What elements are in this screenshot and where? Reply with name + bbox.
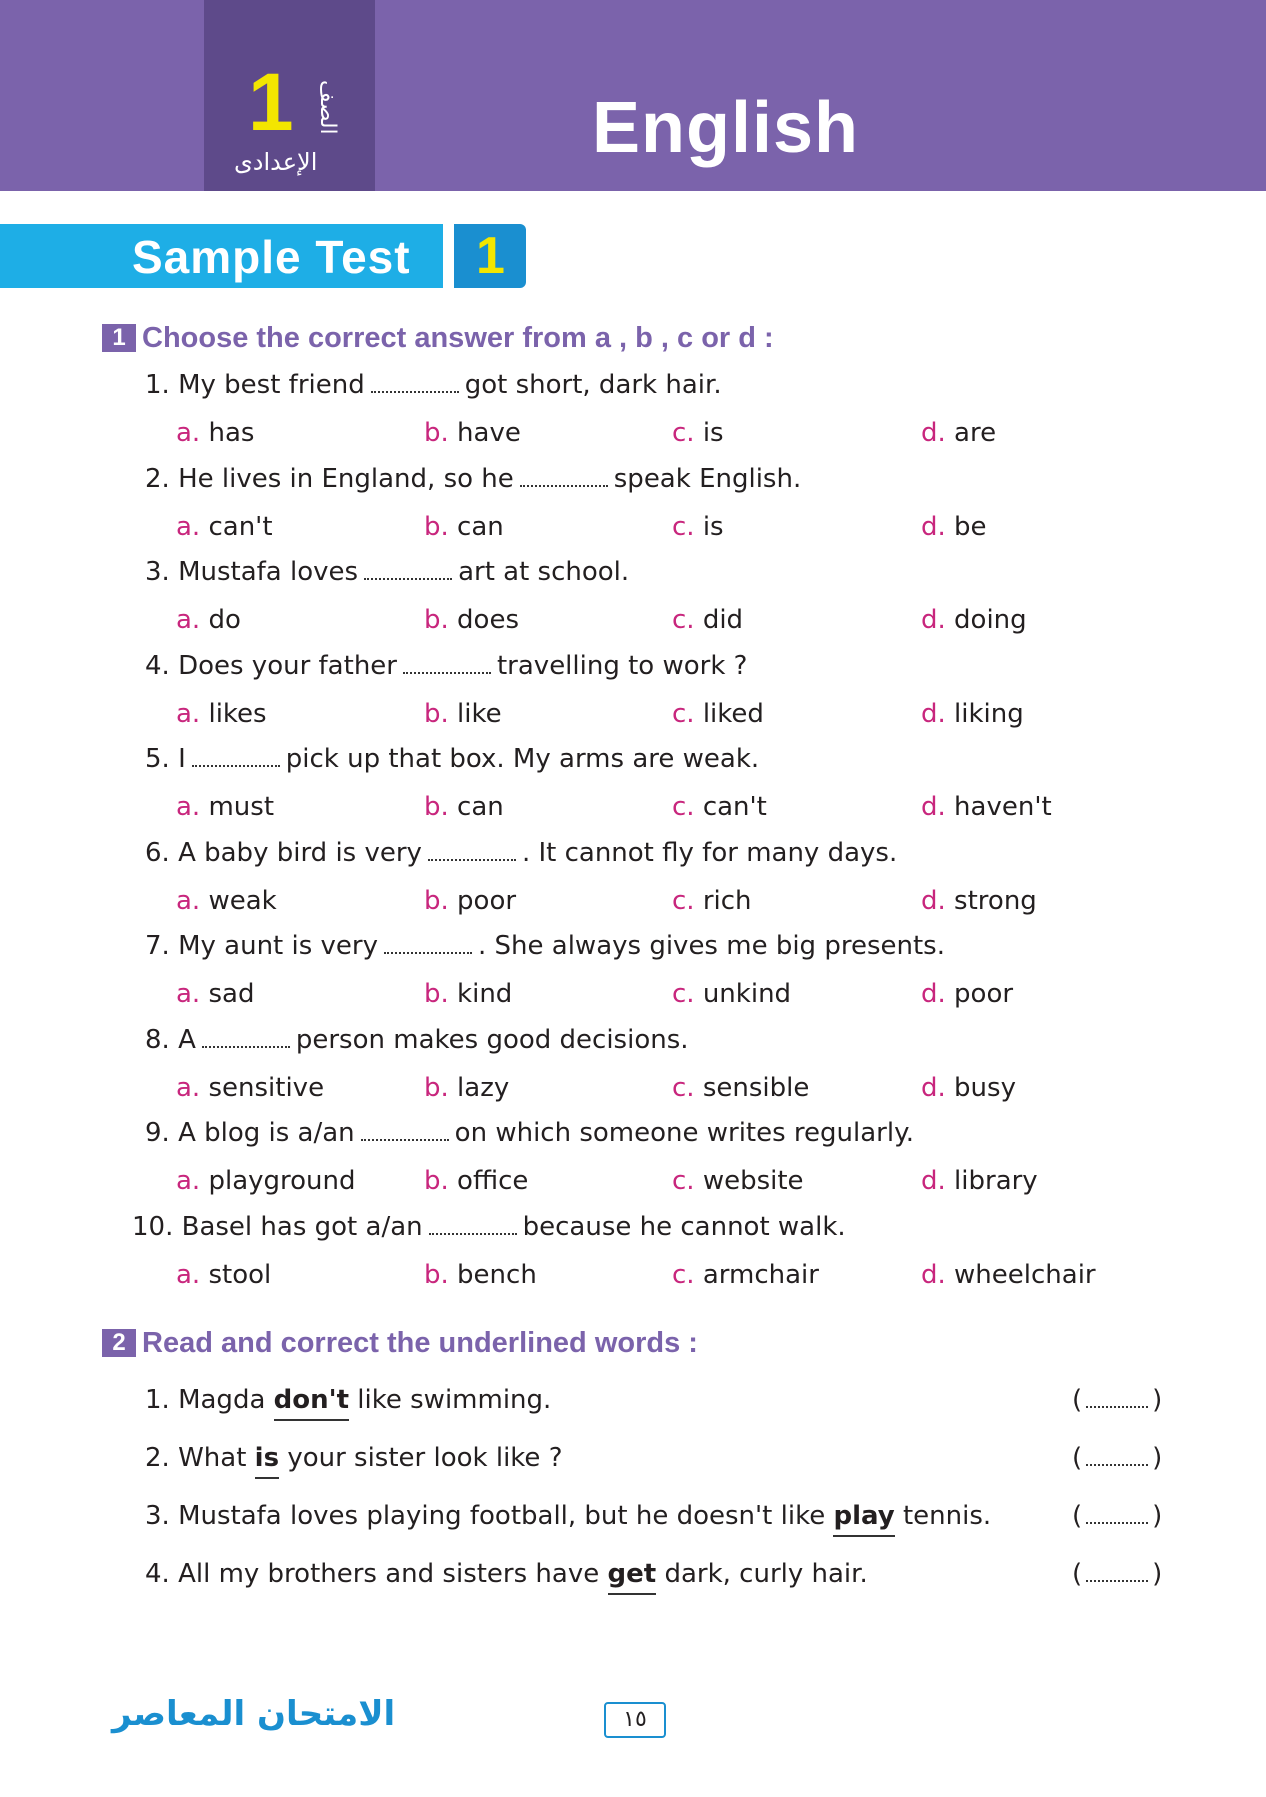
option-text: wheelchair [954, 1259, 1096, 1290]
option-d[interactable] [921, 1166, 1038, 1196]
option-text: can [457, 511, 504, 542]
question-text: 5. I [145, 744, 186, 774]
option-text: does [457, 605, 519, 635]
option-a[interactable] [176, 512, 273, 542]
option-letter: b. [424, 418, 449, 448]
option-text: library [954, 1166, 1038, 1196]
question-1 [145, 370, 722, 400]
option-c[interactable] [672, 979, 791, 1009]
option-letter: d. [921, 1166, 946, 1196]
question-text: 3. Mustafa loves [145, 557, 359, 587]
option-a[interactable] [176, 1166, 356, 1196]
question-text: . She always gives me big presents. [478, 931, 945, 961]
option-letter: d. [921, 418, 946, 448]
question-3 [145, 557, 629, 587]
option-letter: c. [672, 605, 695, 635]
option-text: have [457, 418, 521, 448]
option-text: stool [208, 1259, 272, 1290]
section-number: 1 [102, 324, 136, 352]
option-text: do [208, 605, 241, 635]
option-letter: c. [672, 418, 695, 448]
option-text: is [702, 418, 724, 448]
section-title: Read and correct the underlined words : [142, 1327, 698, 1359]
option-text: must [208, 792, 275, 822]
section-2-heading [102, 1327, 698, 1360]
paren-open: ( [1072, 1443, 1083, 1473]
question-text: 7. My aunt is very [145, 931, 378, 961]
grade-box [204, 0, 375, 191]
option-letter: a. [176, 418, 201, 448]
question-2 [145, 464, 801, 494]
option-c[interactable] [672, 512, 724, 542]
answer-blank[interactable] [1086, 1504, 1148, 1524]
question-8 [145, 1025, 689, 1055]
option-letter: c. [672, 885, 695, 916]
option-text: rich [702, 885, 752, 916]
option-letter: c. [672, 792, 695, 822]
publisher-logo: الامتحان المعاصر [112, 1694, 396, 1734]
option-b[interactable] [424, 512, 504, 542]
answer-blank[interactable] [1086, 1562, 1148, 1582]
sentence-text: 4. All my brothers and sisters have [145, 1559, 600, 1589]
sentence-text: 3. Mustafa loves playing football, but he doesn't like [145, 1501, 826, 1531]
question-text: speak English. [613, 463, 802, 494]
section-number: 2 [102, 1329, 136, 1357]
paren-close: ) [1152, 1559, 1163, 1589]
option-letter: a. [176, 511, 201, 542]
option-a[interactable] [176, 1073, 324, 1103]
option-text: doing [954, 605, 1027, 635]
question-9 [145, 1118, 914, 1148]
option-letter: d. [921, 979, 946, 1009]
option-letter: a. [176, 1072, 201, 1103]
option-text: can [457, 792, 504, 822]
option-letter: b. [424, 1072, 449, 1103]
subject-title: English [592, 88, 860, 168]
page-header [0, 0, 1266, 191]
option-b[interactable] [424, 1166, 528, 1196]
option-c[interactable] [672, 792, 767, 822]
answer-blank[interactable] [202, 1026, 290, 1048]
option-d[interactable] [921, 605, 1027, 635]
option-b[interactable] [424, 886, 516, 916]
question-text: 10. Basel has got a/an [132, 1211, 423, 1242]
option-text: kind [457, 979, 513, 1009]
option-text: website [702, 1166, 804, 1196]
option-letter: b. [424, 1166, 449, 1196]
option-text: is [702, 511, 724, 542]
sentence-text: 1. Magda [145, 1385, 266, 1415]
option-text: sensible [702, 1072, 810, 1103]
sentence-text: like swimming. [357, 1385, 552, 1415]
question-text: travelling to work ? [496, 650, 748, 681]
option-text: weak [208, 885, 277, 916]
option-b[interactable] [424, 1260, 537, 1290]
option-text: strong [954, 885, 1037, 916]
option-letter: d. [921, 792, 946, 822]
test-banner [0, 224, 443, 288]
option-a[interactable] [176, 699, 267, 729]
option-letter: d. [921, 511, 946, 542]
option-b[interactable] [424, 979, 512, 1009]
option-letter: c. [672, 1072, 695, 1103]
option-d[interactable] [921, 1260, 1096, 1290]
question-5 [145, 744, 759, 774]
option-letter: c. [672, 511, 695, 542]
paren-close: ) [1152, 1501, 1163, 1531]
option-letter: b. [424, 979, 449, 1009]
sentence-text: dark, curly hair. [664, 1559, 868, 1589]
question-10 [132, 1212, 846, 1242]
option-d[interactable] [921, 699, 1024, 729]
option-letter: d. [921, 605, 946, 635]
option-text: like [457, 698, 502, 729]
answer-blank[interactable] [1086, 1388, 1148, 1408]
question-text: 6. A baby bird is very [145, 837, 422, 868]
answer-parentheses[interactable] [1072, 1501, 1162, 1531]
answer-blank[interactable] [192, 745, 280, 767]
option-letter: d. [921, 1072, 946, 1103]
option-text: bench [457, 1259, 537, 1290]
question-4 [145, 651, 747, 681]
option-text: lazy [457, 1072, 510, 1103]
option-d[interactable] [921, 792, 1052, 822]
page-number: ١٥ [604, 1702, 666, 1738]
option-b[interactable] [424, 699, 502, 729]
option-text: liked [702, 698, 764, 729]
question-text: person makes good decisions. [295, 1024, 689, 1055]
section-1-heading [102, 322, 774, 355]
option-text: armchair [702, 1259, 819, 1290]
option-a[interactable] [176, 886, 277, 916]
option-letter: a. [176, 979, 201, 1009]
question-text: . It cannot fly for many days. [521, 837, 898, 868]
underlined-word: is [255, 1443, 279, 1479]
answer-parentheses[interactable] [1072, 1385, 1162, 1415]
question-text: art at school. [458, 557, 630, 587]
grade-word: الصف [315, 80, 340, 135]
option-c[interactable] [672, 886, 752, 916]
option-letter: c. [672, 698, 695, 729]
option-letter: c. [672, 979, 695, 1009]
question-text: because he cannot walk. [522, 1211, 846, 1242]
option-letter: b. [424, 605, 449, 635]
option-b[interactable] [424, 792, 504, 822]
option-text: sensitive [208, 1072, 325, 1103]
section-title: Choose the correct answer from a , b , c or d : [142, 322, 774, 354]
paren-open: ( [1072, 1559, 1083, 1589]
option-d[interactable] [921, 512, 987, 542]
option-d[interactable] [921, 418, 996, 448]
test-number-badge [454, 224, 526, 288]
option-b[interactable] [424, 1073, 509, 1103]
option-letter: d. [921, 698, 946, 729]
option-letter: b. [424, 698, 449, 729]
sentence-text: 2. What [145, 1443, 247, 1473]
answer-blank[interactable] [429, 1213, 517, 1235]
option-a[interactable] [176, 979, 254, 1009]
option-letter: d. [921, 1259, 946, 1290]
answer-parentheses[interactable] [1072, 1559, 1162, 1589]
correction-item-1 [145, 1385, 551, 1415]
sentence-text: your sister look like ? [287, 1443, 563, 1473]
grade-level: الإعدادى [234, 148, 318, 176]
option-text: likes [208, 698, 267, 729]
option-c[interactable] [672, 1166, 804, 1196]
option-c[interactable] [672, 605, 743, 635]
correction-item-3 [145, 1501, 991, 1531]
option-letter: a. [176, 605, 201, 635]
option-c[interactable] [672, 699, 764, 729]
option-text: can't [208, 511, 273, 542]
answer-blank[interactable] [403, 652, 491, 674]
option-a[interactable] [176, 1260, 271, 1290]
question-text: pick up that box. My arms are weak. [285, 744, 760, 774]
correction-item-4 [145, 1559, 868, 1589]
option-d[interactable] [921, 886, 1037, 916]
answer-blank[interactable] [364, 558, 452, 580]
answer-blank[interactable] [361, 1119, 449, 1141]
option-d[interactable] [921, 979, 1013, 1009]
option-a[interactable] [176, 605, 241, 635]
question-text: got short, dark hair. [464, 370, 722, 400]
option-text: are [954, 418, 997, 448]
answer-blank[interactable] [1086, 1446, 1148, 1466]
underlined-word: get [608, 1559, 657, 1595]
option-d[interactable] [921, 1073, 1016, 1103]
answer-blank[interactable] [428, 839, 516, 861]
paren-close: ) [1152, 1443, 1163, 1473]
paren-open: ( [1072, 1385, 1083, 1415]
option-text: sad [208, 979, 255, 1009]
question-text: 4. Does your father [145, 650, 397, 681]
option-text: has [208, 418, 255, 448]
option-text: unkind [702, 979, 792, 1009]
sentence-text: tennis. [902, 1501, 992, 1531]
option-text: did [702, 605, 744, 635]
option-letter: b. [424, 792, 449, 822]
underlined-word: don't [274, 1385, 349, 1421]
answer-blank[interactable] [384, 932, 472, 954]
option-text: playground [208, 1166, 356, 1196]
option-text: be [954, 511, 987, 542]
option-c[interactable] [672, 1260, 819, 1290]
option-letter: a. [176, 698, 201, 729]
option-text: office [457, 1166, 529, 1196]
answer-blank[interactable] [371, 371, 459, 393]
correction-item-2 [145, 1443, 563, 1473]
option-letter: a. [176, 1259, 201, 1290]
option-text: poor [954, 979, 1014, 1009]
option-text: busy [954, 1072, 1016, 1103]
option-letter: b. [424, 885, 449, 916]
option-letter: b. [424, 1259, 449, 1290]
paren-close: ) [1152, 1385, 1163, 1415]
question-6 [145, 838, 897, 868]
answer-parentheses[interactable] [1072, 1443, 1162, 1473]
question-text: 8. A [145, 1024, 196, 1055]
question-text: on which someone writes regularly. [454, 1118, 915, 1148]
option-b[interactable] [424, 605, 519, 635]
option-b[interactable] [424, 418, 521, 448]
option-letter: b. [424, 511, 449, 542]
paren-open: ( [1072, 1501, 1083, 1531]
answer-blank[interactable] [520, 465, 608, 487]
test-number: 1 [476, 227, 505, 285]
grade-number: 1 [248, 57, 294, 148]
question-7 [145, 931, 945, 961]
question-text: 1. My best friend [145, 370, 365, 400]
option-letter: c. [672, 1259, 695, 1290]
question-text: 9. A blog is a/an [145, 1118, 355, 1148]
option-letter: a. [176, 885, 201, 916]
option-letter: a. [176, 792, 201, 822]
option-a[interactable] [176, 418, 254, 448]
option-letter: c. [672, 1166, 695, 1196]
option-a[interactable] [176, 792, 274, 822]
option-text: poor [457, 885, 517, 916]
option-letter: a. [176, 1166, 201, 1196]
option-c[interactable] [672, 418, 724, 448]
test-banner-label: Sample Test [132, 231, 411, 283]
option-letter: d. [921, 885, 946, 916]
option-c[interactable] [672, 1073, 809, 1103]
option-text: can't [702, 792, 767, 822]
option-text: liking [954, 698, 1024, 729]
question-text: 2. He lives in England, so he [145, 463, 514, 494]
underlined-word: play [833, 1501, 894, 1537]
option-text: haven't [954, 792, 1052, 822]
